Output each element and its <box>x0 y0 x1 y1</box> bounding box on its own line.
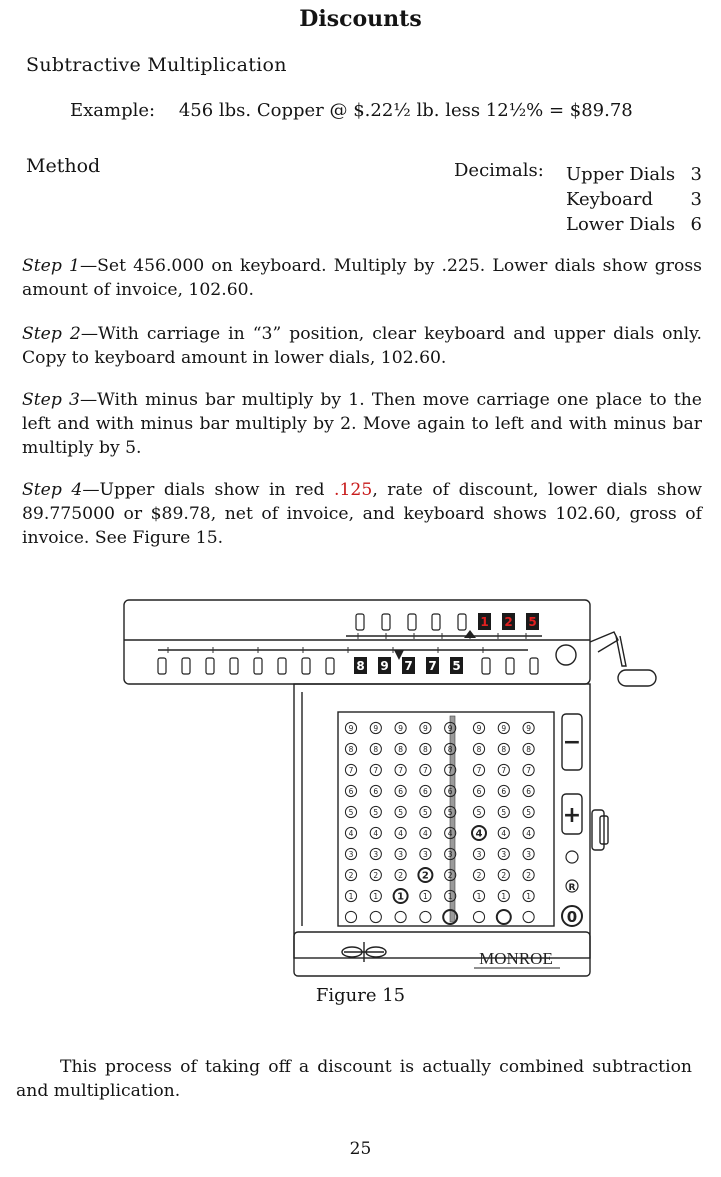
keyboard-key-label: 5 <box>501 807 507 817</box>
keyboard-key-label: 2 <box>501 870 507 880</box>
keyboard-key-label: 2 <box>373 870 379 880</box>
step-text: —Set 456.000 on keyboard. Multiply by .225. Lower dials show gross amount of invoice, 102.60. <box>22 256 702 300</box>
section-heading: Subtractive Multiplication <box>26 54 287 76</box>
keyboard-key[interactable] <box>370 911 381 922</box>
keyboard-key-label: 8 <box>447 744 453 754</box>
keyboard-key-label: 8 <box>476 744 482 754</box>
keyboard-key-label: 3 <box>501 849 507 859</box>
keyboard-key-label: 9 <box>476 723 482 733</box>
lower-dial-digit: 7 <box>404 659 413 673</box>
keyboard-key-label: 6 <box>423 786 428 796</box>
decimals-row-value: 6 <box>690 214 702 235</box>
keyboard-key-label: 8 <box>423 744 428 754</box>
keyboard-key-label: 9 <box>423 723 428 733</box>
keyboard-key-label: 4 <box>501 828 507 838</box>
keyboard-key-label: 2 <box>476 870 482 880</box>
keyboard-key-label: 5 <box>423 807 428 817</box>
upper-dial-digit: 1 <box>480 615 489 629</box>
keyboard-key-label: 5 <box>398 807 403 817</box>
keyboard-key-label: 3 <box>447 849 453 859</box>
lower-dial-readout <box>354 657 463 674</box>
keyboard-key-label: 2 <box>421 870 429 882</box>
decimals-label: Decimals: <box>454 160 544 181</box>
page-title: Discounts <box>299 6 422 32</box>
keyboard-key-label: 6 <box>476 786 482 796</box>
closing-paragraph: This process of taking off a discount is actually combined subtraction and multiplication. <box>16 1057 692 1101</box>
keyboard-key-label: 3 <box>423 849 428 859</box>
keyboard-key-label: 7 <box>501 765 507 775</box>
keyboard-key-label: 7 <box>447 765 453 775</box>
keyboard-key-label: 8 <box>348 744 354 754</box>
keyboard-key-label: 7 <box>423 765 428 775</box>
keyboard-key-label: 9 <box>348 723 354 733</box>
brand-logo: MONROE <box>479 949 553 968</box>
step-text: —Upper dials show in red <box>82 480 335 500</box>
example-label: Example: <box>70 100 156 121</box>
keyboard-key-label: 2 <box>526 870 531 880</box>
example-text: 456 lbs. Copper @ $.22½ lb. less 12½% = $89.78 <box>178 100 633 121</box>
keyboard-key-label: 4 <box>348 828 354 838</box>
keyboard-key-label: 1 <box>526 891 531 901</box>
lower-dial-digit: 8 <box>356 659 365 673</box>
keyboard-key-label: 2 <box>447 870 453 880</box>
decimals-row <box>566 187 702 212</box>
step-2-paragraph <box>22 322 702 370</box>
keyboard-key-label: 4 <box>398 828 403 838</box>
upper-dial-readout <box>478 613 539 630</box>
lower-dial-digit: 7 <box>428 659 437 673</box>
keyboard-key-label: 9 <box>373 723 379 733</box>
upper-dial-digit: 5 <box>528 615 537 629</box>
keyboard-key-label: 8 <box>526 744 531 754</box>
decimals-table <box>566 162 702 237</box>
keyboard-key-label: 6 <box>398 786 403 796</box>
decimals-row-value: 3 <box>690 164 702 185</box>
keyboard-key-label: 9 <box>526 723 531 733</box>
decimals-row-name: Upper Dials <box>566 164 676 185</box>
clear-key[interactable] <box>566 851 578 863</box>
keyboard-key-label: 3 <box>526 849 531 859</box>
keyboard-key-label: 2 <box>398 870 403 880</box>
keyboard-key-label: 6 <box>501 786 507 796</box>
keyboard-key-label: 1 <box>476 891 482 901</box>
keyboard-key-label: 8 <box>501 744 507 754</box>
step-label: Step 3 <box>22 390 80 410</box>
step-4-paragraph <box>22 478 702 550</box>
keyboard-keys <box>345 722 534 924</box>
keyboard-key-label: 7 <box>373 765 379 775</box>
minus-key[interactable]: − <box>562 730 582 755</box>
step-text: —With minus bar multiply by 1. Then move carriage one place to the left and with minus bar multiply by 2. Move again to left and with minus bar multiply by 5. <box>22 390 702 458</box>
decimals-row <box>566 162 702 187</box>
keyboard-key-label: 7 <box>348 765 354 775</box>
keyboard-key-label: 4 <box>475 828 483 840</box>
step-label: Step 1 <box>22 256 80 276</box>
keyboard-key-label: 1 <box>447 891 453 901</box>
keyboard-key-label: 2 <box>348 870 354 880</box>
upper-dial-digit: 2 <box>504 615 513 629</box>
keyboard-key-label: 5 <box>373 807 379 817</box>
keyboard-key-label: 9 <box>447 723 453 733</box>
keyboard-key-label: 1 <box>397 891 405 903</box>
keyboard-key-label: 6 <box>373 786 379 796</box>
zero-key[interactable]: 0 <box>566 908 578 926</box>
keyboard-key[interactable] <box>420 911 431 922</box>
decimals-row-name: Lower Dials <box>566 214 676 235</box>
step-label: Step 2 <box>22 324 81 344</box>
keyboard-key-label: 4 <box>447 828 453 838</box>
decimals-row-value: 3 <box>690 189 702 210</box>
decimals-row <box>566 212 702 237</box>
lower-dial-digit: 9 <box>380 659 389 673</box>
keyboard-key-label: 3 <box>476 849 482 859</box>
keyboard-key-label: 8 <box>373 744 379 754</box>
keyboard-key-depressed[interactable] <box>497 910 511 924</box>
keyboard-key-label: 4 <box>373 828 379 838</box>
keyboard-key-label: 1 <box>373 891 379 901</box>
keyboard-key[interactable] <box>473 911 484 922</box>
keyboard-key-label: 3 <box>348 849 354 859</box>
keyboard-key-label: 9 <box>398 723 403 733</box>
plus-key[interactable]: + <box>562 803 582 828</box>
upper-pointer-icon <box>464 630 476 638</box>
step-1-paragraph <box>22 254 702 302</box>
keyboard-key-label: 5 <box>526 807 531 817</box>
keyboard-key-label: 1 <box>501 891 507 901</box>
method-label: Method <box>26 155 101 177</box>
keyboard-key-label: 5 <box>476 807 482 817</box>
keyboard-key-label: 6 <box>526 786 531 796</box>
keyboard-key-label: 4 <box>526 828 531 838</box>
keyboard-key-label: 6 <box>348 786 354 796</box>
step-label: Step 4 <box>22 480 83 500</box>
decimals-row-name: Keyboard <box>566 189 654 210</box>
monroe-calculator-figure <box>118 596 664 978</box>
keyboard-key-label: 7 <box>526 765 531 775</box>
keyboard-key-label: 6 <box>447 786 453 796</box>
keyboard-key-label: 5 <box>447 807 453 817</box>
step-text: , rate of discount, lower dials show 89.775000 or $89.78, net of invoice, and keyboard shows 102.60, gross of invoice. See Figure 15. <box>22 480 702 548</box>
keyboard-key-label: 4 <box>423 828 428 838</box>
keyboard-key[interactable] <box>395 911 406 922</box>
keyboard-key-label: 8 <box>398 744 403 754</box>
figure-caption: Figure 15 <box>315 985 406 1006</box>
step-text: —With carriage in “3” position, clear keyboard and upper dials only. Copy to keyboard amount in lower dials, 102.60. <box>22 324 702 368</box>
step-3-paragraph <box>22 388 702 460</box>
page-number: 25 <box>349 1139 372 1159</box>
keyboard-key[interactable] <box>523 911 534 922</box>
keyboard-key-label: 7 <box>398 765 403 775</box>
example-line <box>70 100 633 121</box>
keyboard-key-label: 5 <box>348 807 354 817</box>
keyboard-key-label: 9 <box>501 723 507 733</box>
keyboard-key-label: 3 <box>373 849 379 859</box>
lower-dial-digit: 5 <box>452 659 461 673</box>
keyboard-key-label: 3 <box>398 849 403 859</box>
keyboard-key-label: 1 <box>348 891 354 901</box>
red-rate-value: .125 <box>334 480 373 500</box>
keyboard-key[interactable] <box>345 911 356 922</box>
keyboard-key-label: 7 <box>476 765 482 775</box>
keyboard-key-label: 1 <box>423 891 428 901</box>
r-key[interactable]: R <box>568 883 576 893</box>
